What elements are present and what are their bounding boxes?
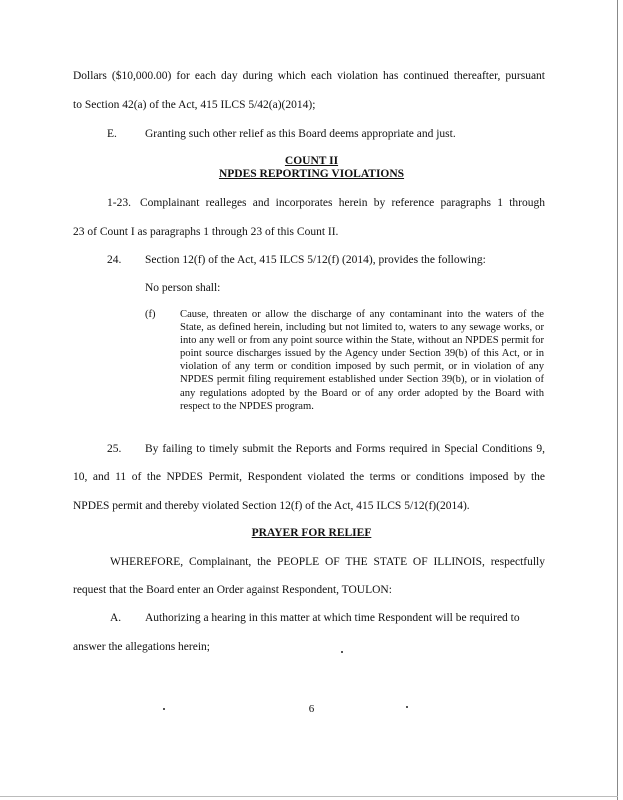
paragraph-25-number: 25. [107, 443, 122, 455]
clause-f-label: (f) [145, 309, 156, 320]
paragraph-24-number: 24. [107, 254, 122, 266]
item-a-line-2: answer the allegations herein; [73, 641, 210, 653]
continued-paragraph-line-1: Dollars ($10,000.00) for each day during which each violation has continued thereafter, pursuant [73, 70, 545, 82]
paragraph-25-line-3: NPDES permit and thereby violated Section 12(f) of the Act, 415 ILCS 5/12(f)(2014). [73, 500, 470, 512]
no-person-shall: No person shall: [145, 282, 221, 294]
clause-f-quote: Cause, threaten or allow the discharge of any contaminant into the waters of the State, as defined herein, including but not limited to, waters to any sewage works, or into any well or from any point source within the State, without an NPDES permit for point source discharges issued by the Agency under Section 39(b) of this Act, or in violation of any term or condition imposed by such permit, or in violation of any NPDES permit filing requirement established under Section 39(b), or in violation of any regulations adopted by the Board or of any order adopted by the Board with respect to the NPDES program. [180, 309, 544, 412]
paragraph-1-23-line-1: Complainant realleges and incorporates herein by reference paragraphs 1 through [140, 197, 545, 209]
paragraph-1-23-number: 1-23. [107, 197, 131, 209]
paragraph-1-23-line-2: 23 of Count I as paragraphs 1 through 23 of this Count II. [73, 226, 339, 238]
page-number: 6 [308, 703, 315, 715]
paragraph-24-text: Section 12(f) of the Act, 415 ILCS 5/12(f) (2014), provides the following: [145, 254, 486, 266]
scan-speck [163, 708, 165, 710]
page-edge-right [617, 0, 618, 800]
scan-speck [406, 706, 408, 708]
item-e-label: E. [107, 128, 117, 140]
paragraph-25-line-2: 10, and 11 of the NPDES Permit, Respondent violated the terms or conditions imposed by the [73, 471, 545, 483]
count-ii-subheading: NPDES REPORTING VIOLATIONS [218, 168, 405, 180]
prayer-line-2: request that the Board enter an Order against Respondent, TOULON: [73, 584, 392, 596]
item-e-text: Granting such other relief as this Board deems appropriate and just. [145, 128, 456, 140]
scan-speck [341, 651, 343, 653]
page-edge-bottom [0, 796, 618, 797]
prayer-for-relief-heading: PRAYER FOR RELIEF [251, 527, 372, 539]
item-a-line-1: Authorizing a hearing in this matter at which time Respondent will be required to [145, 612, 520, 624]
item-a-label: A. [110, 612, 122, 624]
continued-paragraph-line-2: to Section 42(a) of the Act, 415 ILCS 5/42(a)(2014); [73, 99, 316, 111]
count-ii-heading: COUNT II [284, 155, 339, 167]
prayer-line-1: WHEREFORE, Complainant, the PEOPLE OF THE STATE OF ILLINOIS, respectfully [110, 556, 545, 568]
paragraph-25-line-1: By failing to timely submit the Reports and Forms required in Special Conditions 9, [145, 443, 545, 455]
